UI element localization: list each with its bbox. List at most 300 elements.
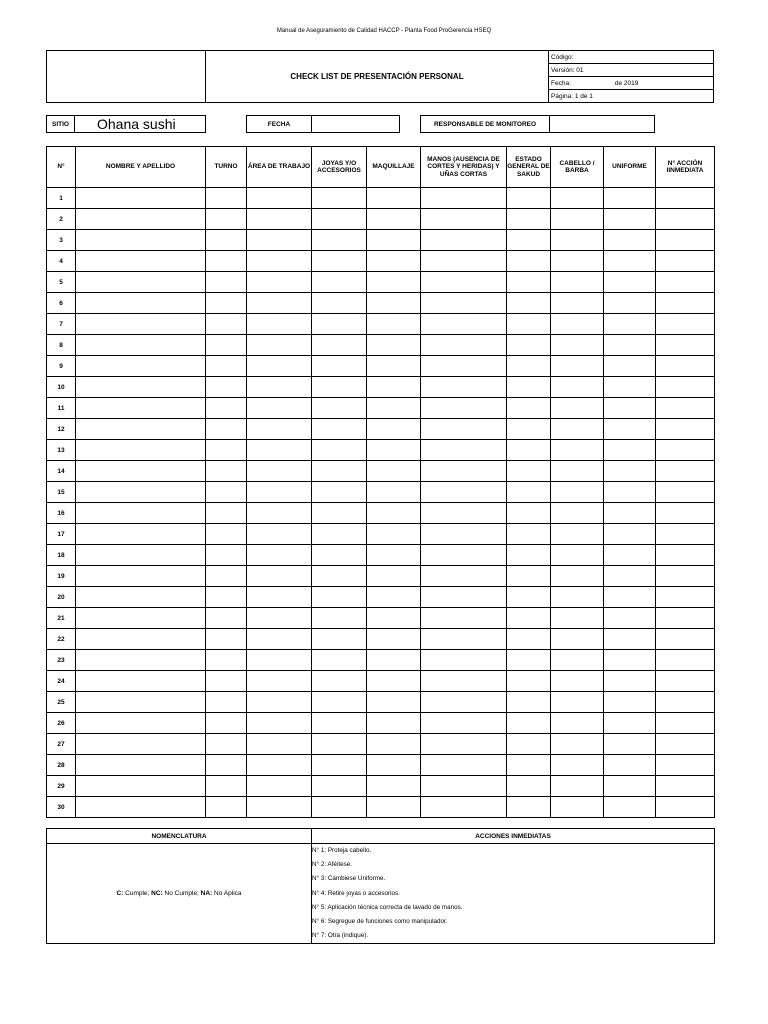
table-cell[interactable] [367,230,421,251]
table-cell[interactable] [604,419,656,440]
table-cell[interactable] [656,314,715,335]
table-cell[interactable] [507,440,551,461]
table-cell[interactable] [76,755,206,776]
table-cell[interactable] [367,398,421,419]
table-cell[interactable] [312,671,367,692]
table-cell[interactable] [656,272,715,293]
table-cell[interactable] [206,650,247,671]
table-cell[interactable] [206,293,247,314]
table-cell[interactable] [367,776,421,797]
table-cell[interactable] [507,188,551,209]
table-cell[interactable] [656,356,715,377]
table-cell[interactable] [367,188,421,209]
table-cell[interactable] [247,671,312,692]
table-cell[interactable] [206,755,247,776]
table-cell[interactable] [507,356,551,377]
table-cell[interactable] [551,356,604,377]
table-cell[interactable] [206,692,247,713]
table-cell[interactable] [656,188,715,209]
table-cell[interactable] [206,734,247,755]
table-cell[interactable] [312,230,367,251]
table-cell[interactable] [247,461,312,482]
table-cell[interactable] [367,671,421,692]
table-cell[interactable] [312,251,367,272]
table-cell[interactable] [604,293,656,314]
table-cell[interactable] [247,734,312,755]
table-cell[interactable] [367,251,421,272]
table-cell[interactable] [206,797,247,818]
table-cell[interactable] [206,230,247,251]
table-cell[interactable] [312,461,367,482]
table-cell[interactable] [421,335,507,356]
table-cell[interactable] [421,209,507,230]
table-cell[interactable] [604,398,656,419]
table-cell[interactable] [507,524,551,545]
table-cell[interactable] [206,419,247,440]
table-cell[interactable] [312,314,367,335]
table-cell[interactable] [312,629,367,650]
table-cell[interactable] [76,230,206,251]
table-cell[interactable] [367,524,421,545]
table-cell[interactable] [656,776,715,797]
table-cell[interactable] [312,209,367,230]
table-cell[interactable] [604,545,656,566]
table-cell[interactable] [247,377,312,398]
table-cell[interactable] [247,482,312,503]
table-cell[interactable] [551,461,604,482]
table-cell[interactable] [421,587,507,608]
table-cell[interactable] [367,755,421,776]
table-cell[interactable] [507,734,551,755]
table-cell[interactable] [507,650,551,671]
table-cell[interactable] [206,188,247,209]
table-cell[interactable] [312,608,367,629]
table-cell[interactable] [247,209,312,230]
table-cell[interactable] [247,797,312,818]
table-cell[interactable] [604,797,656,818]
table-cell[interactable] [421,377,507,398]
fecha-value[interactable] [311,115,400,133]
table-cell[interactable] [656,524,715,545]
table-cell[interactable] [76,608,206,629]
table-cell[interactable] [247,587,312,608]
table-cell[interactable] [507,272,551,293]
table-cell[interactable] [507,377,551,398]
table-cell[interactable] [367,566,421,587]
table-cell[interactable] [421,566,507,587]
table-cell[interactable] [604,671,656,692]
table-cell[interactable] [421,734,507,755]
table-cell[interactable] [656,440,715,461]
table-cell[interactable] [551,335,604,356]
table-cell[interactable] [206,629,247,650]
table-cell[interactable] [247,356,312,377]
table-cell[interactable] [551,734,604,755]
table-cell[interactable] [247,230,312,251]
table-cell[interactable] [507,545,551,566]
table-cell[interactable] [507,587,551,608]
table-cell[interactable] [507,797,551,818]
table-cell[interactable] [507,713,551,734]
table-cell[interactable] [76,209,206,230]
table-cell[interactable] [604,587,656,608]
table-cell[interactable] [206,713,247,734]
table-cell[interactable] [312,272,367,293]
table-cell[interactable] [604,440,656,461]
table-cell[interactable] [551,230,604,251]
table-cell[interactable] [76,482,206,503]
table-cell[interactable] [76,734,206,755]
table-cell[interactable] [507,608,551,629]
table-cell[interactable] [76,650,206,671]
table-cell[interactable] [421,356,507,377]
table-cell[interactable] [656,377,715,398]
table-cell[interactable] [206,503,247,524]
table-cell[interactable] [604,650,656,671]
table-cell[interactable] [551,755,604,776]
table-cell[interactable] [656,419,715,440]
table-cell[interactable] [421,461,507,482]
table-cell[interactable] [206,209,247,230]
table-cell[interactable] [604,734,656,755]
table-cell[interactable] [656,545,715,566]
table-cell[interactable] [507,335,551,356]
table-cell[interactable] [312,419,367,440]
table-cell[interactable] [604,482,656,503]
table-cell[interactable] [367,419,421,440]
table-cell[interactable] [421,524,507,545]
table-cell[interactable] [367,734,421,755]
table-cell[interactable] [421,650,507,671]
table-cell[interactable] [76,671,206,692]
table-cell[interactable] [367,629,421,650]
table-cell[interactable] [551,587,604,608]
table-cell[interactable] [421,293,507,314]
table-cell[interactable] [551,440,604,461]
table-cell[interactable] [604,713,656,734]
table-cell[interactable] [247,650,312,671]
table-cell[interactable] [206,398,247,419]
table-cell[interactable] [312,755,367,776]
table-cell[interactable] [76,251,206,272]
table-cell[interactable] [206,776,247,797]
table-cell[interactable] [421,608,507,629]
table-cell[interactable] [656,629,715,650]
table-cell[interactable] [76,587,206,608]
table-cell[interactable] [604,524,656,545]
table-cell[interactable] [76,335,206,356]
table-cell[interactable] [421,188,507,209]
table-cell[interactable] [206,377,247,398]
table-cell[interactable] [312,566,367,587]
table-cell[interactable] [206,608,247,629]
table-cell[interactable] [76,272,206,293]
table-cell[interactable] [206,272,247,293]
table-cell[interactable] [421,629,507,650]
table-cell[interactable] [76,314,206,335]
table-cell[interactable] [604,755,656,776]
table-cell[interactable] [247,503,312,524]
table-cell[interactable] [551,566,604,587]
table-cell[interactable] [507,398,551,419]
table-cell[interactable] [76,545,206,566]
table-cell[interactable] [367,461,421,482]
table-cell[interactable] [507,314,551,335]
table-cell[interactable] [656,671,715,692]
table-cell[interactable] [76,692,206,713]
table-cell[interactable] [507,293,551,314]
table-cell[interactable] [421,314,507,335]
table-cell[interactable] [507,461,551,482]
table-cell[interactable] [421,398,507,419]
table-cell[interactable] [247,419,312,440]
table-cell[interactable] [247,293,312,314]
table-cell[interactable] [247,398,312,419]
table-cell[interactable] [367,272,421,293]
table-cell[interactable] [551,545,604,566]
table-cell[interactable] [76,461,206,482]
table-cell[interactable] [206,482,247,503]
table-cell[interactable] [367,650,421,671]
table-cell[interactable] [247,755,312,776]
table-cell[interactable] [206,440,247,461]
table-cell[interactable] [421,776,507,797]
table-cell[interactable] [312,587,367,608]
table-cell[interactable] [656,293,715,314]
table-cell[interactable] [551,692,604,713]
sitio-value[interactable]: Ohana sushi [74,115,206,133]
table-cell[interactable] [604,230,656,251]
table-cell[interactable] [656,755,715,776]
table-cell[interactable] [312,734,367,755]
table-cell[interactable] [312,188,367,209]
table-cell[interactable] [76,356,206,377]
table-cell[interactable] [656,587,715,608]
table-cell[interactable] [247,272,312,293]
table-cell[interactable] [367,209,421,230]
table-cell[interactable] [604,314,656,335]
table-cell[interactable] [421,272,507,293]
table-cell[interactable] [421,545,507,566]
table-cell[interactable] [656,230,715,251]
table-cell[interactable] [76,377,206,398]
table-cell[interactable] [312,398,367,419]
table-cell[interactable] [551,713,604,734]
table-cell[interactable] [551,398,604,419]
table-cell[interactable] [507,482,551,503]
table-cell[interactable] [551,629,604,650]
table-cell[interactable] [551,776,604,797]
table-cell[interactable] [604,566,656,587]
table-cell[interactable] [604,188,656,209]
table-cell[interactable] [367,293,421,314]
table-cell[interactable] [507,776,551,797]
table-cell[interactable] [551,419,604,440]
table-cell[interactable] [656,251,715,272]
table-cell[interactable] [367,335,421,356]
table-cell[interactable] [551,797,604,818]
table-cell[interactable] [604,629,656,650]
table-cell[interactable] [206,524,247,545]
table-cell[interactable] [367,797,421,818]
table-cell[interactable] [312,503,367,524]
table-cell[interactable] [507,671,551,692]
table-cell[interactable] [656,650,715,671]
table-cell[interactable] [76,776,206,797]
table-cell[interactable] [656,209,715,230]
table-cell[interactable] [76,503,206,524]
table-cell[interactable] [247,629,312,650]
table-cell[interactable] [551,503,604,524]
table-cell[interactable] [421,503,507,524]
table-cell[interactable] [656,608,715,629]
table-cell[interactable] [421,482,507,503]
table-cell[interactable] [312,797,367,818]
table-cell[interactable] [421,692,507,713]
table-cell[interactable] [604,209,656,230]
table-cell[interactable] [206,251,247,272]
table-cell[interactable] [247,545,312,566]
table-cell[interactable] [76,398,206,419]
table-cell[interactable] [656,797,715,818]
table-cell[interactable] [656,734,715,755]
table-cell[interactable] [76,440,206,461]
table-cell[interactable] [507,755,551,776]
table-cell[interactable] [247,314,312,335]
table-cell[interactable] [604,608,656,629]
table-cell[interactable] [247,188,312,209]
table-cell[interactable] [604,461,656,482]
table-cell[interactable] [367,587,421,608]
table-cell[interactable] [312,650,367,671]
table-cell[interactable] [206,671,247,692]
table-cell[interactable] [206,356,247,377]
table-cell[interactable] [247,251,312,272]
table-cell[interactable] [551,524,604,545]
table-cell[interactable] [421,671,507,692]
table-cell[interactable] [367,440,421,461]
table-cell[interactable] [604,776,656,797]
table-cell[interactable] [312,713,367,734]
table-cell[interactable] [312,482,367,503]
table-cell[interactable] [604,377,656,398]
table-cell[interactable] [551,671,604,692]
table-cell[interactable] [206,461,247,482]
table-cell[interactable] [421,797,507,818]
table-cell[interactable] [312,293,367,314]
table-cell[interactable] [206,587,247,608]
table-cell[interactable] [312,776,367,797]
table-cell[interactable] [604,251,656,272]
table-cell[interactable] [604,272,656,293]
table-cell[interactable] [206,545,247,566]
table-cell[interactable] [507,209,551,230]
table-cell[interactable] [507,251,551,272]
table-cell[interactable] [656,713,715,734]
table-cell[interactable] [551,482,604,503]
table-cell[interactable] [551,608,604,629]
table-cell[interactable] [367,314,421,335]
table-cell[interactable] [312,545,367,566]
table-cell[interactable] [551,272,604,293]
table-cell[interactable] [421,230,507,251]
table-cell[interactable] [247,566,312,587]
table-cell[interactable] [421,251,507,272]
table-cell[interactable] [76,713,206,734]
table-cell[interactable] [656,398,715,419]
table-cell[interactable] [206,314,247,335]
table-cell[interactable] [656,503,715,524]
table-cell[interactable] [367,377,421,398]
table-cell[interactable] [76,524,206,545]
table-cell[interactable] [247,440,312,461]
table-cell[interactable] [367,608,421,629]
table-cell[interactable] [312,692,367,713]
table-cell[interactable] [604,335,656,356]
table-cell[interactable] [507,503,551,524]
table-cell[interactable] [507,629,551,650]
table-cell[interactable] [507,692,551,713]
table-cell[interactable] [247,776,312,797]
table-cell[interactable] [551,209,604,230]
table-cell[interactable] [656,482,715,503]
table-cell[interactable] [551,251,604,272]
table-cell[interactable] [367,692,421,713]
table-cell[interactable] [656,692,715,713]
table-cell[interactable] [76,188,206,209]
table-cell[interactable] [206,335,247,356]
table-cell[interactable] [421,755,507,776]
table-cell[interactable] [421,440,507,461]
table-cell[interactable] [76,629,206,650]
table-cell[interactable] [656,335,715,356]
table-cell[interactable] [551,377,604,398]
table-cell[interactable] [312,356,367,377]
table-cell[interactable] [551,650,604,671]
table-cell[interactable] [367,356,421,377]
table-cell[interactable] [507,419,551,440]
table-cell[interactable] [247,692,312,713]
table-cell[interactable] [76,419,206,440]
table-cell[interactable] [656,566,715,587]
table-cell[interactable] [551,293,604,314]
table-cell[interactable] [604,692,656,713]
table-cell[interactable] [312,377,367,398]
table-cell[interactable] [76,797,206,818]
table-cell[interactable] [367,482,421,503]
table-cell[interactable] [247,335,312,356]
table-cell[interactable] [604,503,656,524]
table-cell[interactable] [421,713,507,734]
table-cell[interactable] [247,524,312,545]
table-cell[interactable] [312,440,367,461]
table-cell[interactable] [247,608,312,629]
table-cell[interactable] [312,524,367,545]
table-cell[interactable] [312,335,367,356]
table-cell[interactable] [507,230,551,251]
table-cell[interactable] [247,713,312,734]
table-cell[interactable] [421,419,507,440]
table-cell[interactable] [76,293,206,314]
table-cell[interactable] [507,566,551,587]
table-cell[interactable] [76,566,206,587]
responsable-value[interactable] [549,115,655,133]
table-cell[interactable] [367,503,421,524]
table-cell[interactable] [551,188,604,209]
table-cell[interactable] [551,314,604,335]
table-cell[interactable] [604,356,656,377]
table-cell[interactable] [367,545,421,566]
